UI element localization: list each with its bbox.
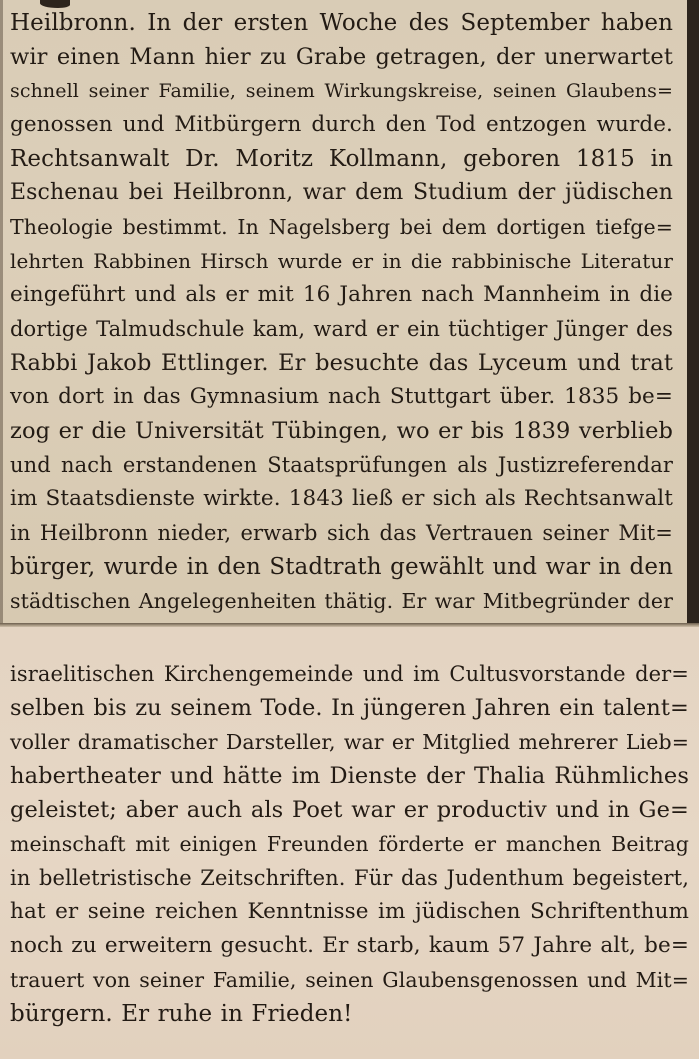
article-line: eingeführt und als er mit 16 Jahren nach Mannheim in die [10,282,673,307]
article-line: Rabbi Jakob Ettlinger. Er besuchte das Lyceum und trat [10,350,673,376]
article-line: Theologie bestimmt. In Nagelsberg bei dem dortigen tiefge= [10,215,673,239]
article-line: genossen und Mitbürgern durch den Tod entzogen wurde. [10,112,673,137]
article-line: in Heilbronn nieder, erwarb sich das Vertrauen seiner Mit= [10,521,673,545]
article-line: in belletristische Zeitschriften. Für das Judenthum begeistert, [10,866,689,890]
article-line: und nach erstandenen Staatsprüfungen als Justizreferendar [10,453,673,477]
column-rule [0,0,3,625]
article-line: hat er seine reichen Kenntnisse im jüdischen Schriftenthum [10,899,689,924]
article-line: Heilbronn. In der ersten Woche des September haben [10,10,673,36]
article-line: im Staatsdienste wirkte. 1843 ließ er sich als Rechtsanwalt [10,486,673,511]
article-line: lehrten Rabbinen Hirsch wurde er in die rabbinische Literatur [10,249,673,273]
article-line: Eschenau bei Heilbronn, war dem Studium der jüdischen [10,180,673,205]
article-line: geleistet; aber auch als Poet war er productiv und in Ge= [10,797,689,823]
article-line: schnell seiner Familie, seinem Wirkungskreise, seinen Glaubens= [10,80,673,102]
article-line: zog er die Universität Tübingen, wo er bis 1839 verblieb [10,418,673,444]
article-line: Rechtsanwalt Dr. Moritz Kollmann, geboren 1815 in [10,146,673,172]
article-line: israelitischen Kirchengemeinde und im Cultusvorstande der= [10,662,689,686]
article-line: trauert von seiner Familie, seinen Glaubensgenossen und Mit= [10,968,689,992]
article-line: städtischen Angelegenheiten thätig. Er war Mitbegründer der [10,589,673,613]
article-line: wir einen Mann hier zu Grabe getragen, der unerwartet [10,44,673,70]
article-clipping-bottom [0,627,699,1059]
article-line-last: bürgern. Er ruhe in Frieden! [10,1001,353,1027]
article-line: von dort in das Gymnasium nach Stuttgart über. 1835 be= [10,384,673,409]
article-line: noch zu erweitern gesucht. Er starb, kaum 57 Jahre alt, be= [10,933,689,958]
article-line: selben bis zu seinem Tode. In jüngeren Jahren ein talent= [10,695,689,721]
article-line: bürger, wurde in den Stadtrath gewählt und war in den [10,554,673,580]
article-line: dortige Talmudschule kam, ward er ein tüchtiger Jünger des [10,317,673,341]
article-line: voller dramatischer Darsteller, war er Mitglied mehrerer Lieb= [10,730,689,754]
article-line: meinschaft mit einigen Freunden förderte er manchen Beitrag [10,832,689,856]
article-line: habertheater und hätte im Dienste der Thalia Rühmliches [10,763,689,789]
